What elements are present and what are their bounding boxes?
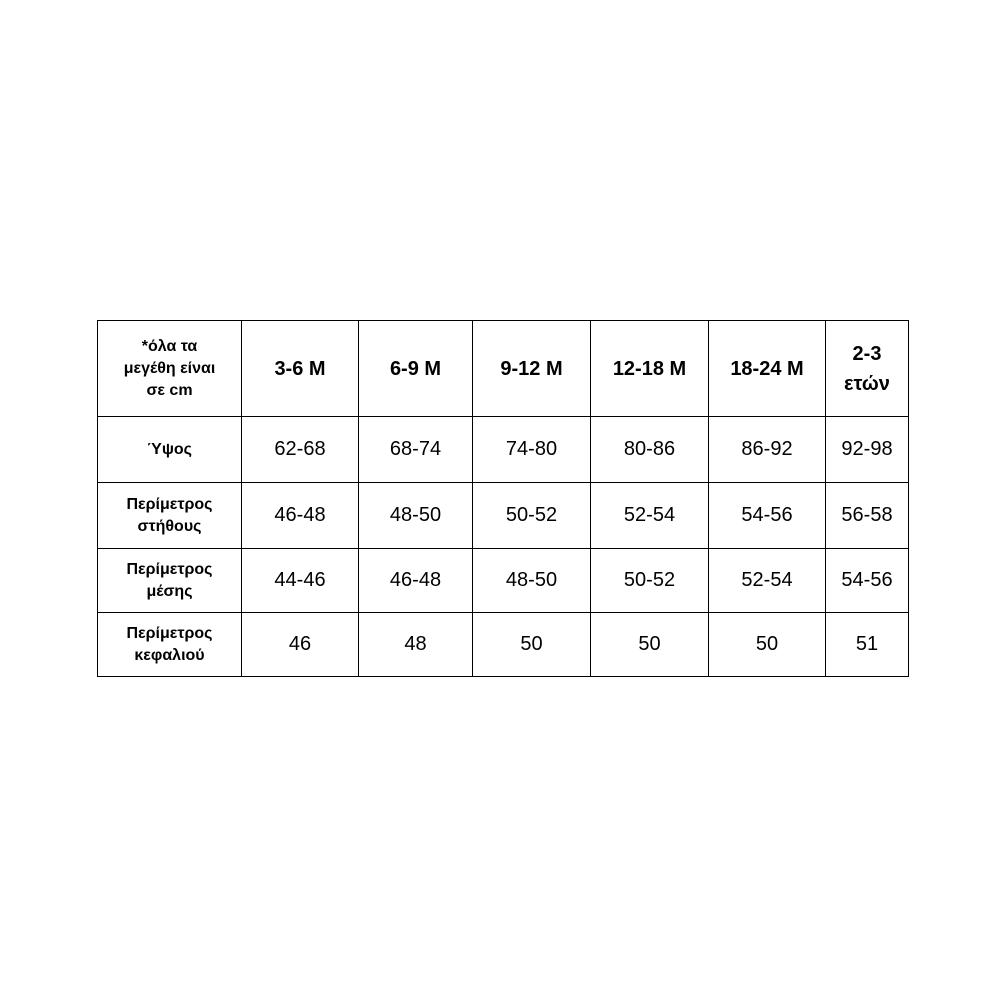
table-cell: 56-58 bbox=[826, 483, 909, 549]
header-row bbox=[98, 321, 909, 417]
table-cell: 48-50 bbox=[359, 483, 473, 549]
column-header-18-24m bbox=[709, 321, 826, 417]
table-cell: 50 bbox=[709, 613, 826, 677]
table-cell: 62-68 bbox=[242, 417, 359, 483]
row-label-line: Περίμετρος bbox=[126, 495, 213, 513]
column-header-label: 9-12 M bbox=[500, 357, 563, 380]
column-header-2-3y bbox=[826, 321, 909, 417]
table-cell: 52-54 bbox=[591, 483, 709, 549]
column-header-3-6m bbox=[242, 321, 359, 417]
table-cell: 92-98 bbox=[826, 417, 909, 483]
row-label-line: Περίμετρος bbox=[126, 624, 213, 642]
column-header-12-18m bbox=[591, 321, 709, 417]
table-cell: 86-92 bbox=[709, 417, 826, 483]
table-cell: 54-56 bbox=[709, 483, 826, 549]
table-row-waist bbox=[98, 549, 909, 613]
table-row-head bbox=[98, 613, 909, 677]
table-cell: 50 bbox=[473, 613, 591, 677]
column-header-label: ετών bbox=[844, 372, 890, 395]
table-cell: 46-48 bbox=[242, 483, 359, 549]
table-corner-note bbox=[98, 321, 242, 417]
table-cell: 74-80 bbox=[473, 417, 591, 483]
table-row-chest bbox=[98, 483, 909, 549]
row-label bbox=[98, 417, 242, 483]
column-header-label: 6-9 M bbox=[389, 357, 442, 380]
row-label-line: Περίμετρος bbox=[126, 560, 213, 578]
table-cell: 44-46 bbox=[242, 549, 359, 613]
table-cell: 50-52 bbox=[591, 549, 709, 613]
column-header-label: 3-6 M bbox=[274, 357, 326, 380]
row-label-line: Ύψος bbox=[147, 440, 192, 458]
row-label bbox=[98, 549, 242, 613]
table-cell: 46 bbox=[242, 613, 359, 677]
table-cell: 52-54 bbox=[709, 549, 826, 613]
corner-line: μεγέθη είναι bbox=[123, 359, 216, 377]
table-cell: 68-74 bbox=[359, 417, 473, 483]
row-label-line: στήθους bbox=[137, 517, 202, 535]
column-header-label: 2-3 bbox=[852, 342, 882, 365]
size-chart-table bbox=[97, 320, 909, 677]
corner-line: σε cm bbox=[146, 381, 193, 399]
row-label bbox=[98, 483, 242, 549]
table-cell: 48-50 bbox=[473, 549, 591, 613]
column-header-label: 18-24 M bbox=[730, 357, 804, 380]
table-cell: 80-86 bbox=[591, 417, 709, 483]
table-cell: 48 bbox=[359, 613, 473, 677]
table-cell: 51 bbox=[826, 613, 909, 677]
table-cell: 50-52 bbox=[473, 483, 591, 549]
column-header-9-12m bbox=[473, 321, 591, 417]
row-label-line: μέσης bbox=[146, 582, 193, 600]
column-header-6-9m bbox=[359, 321, 473, 417]
row-label-line: κεφαλιού bbox=[134, 646, 205, 664]
table-cell: 46-48 bbox=[359, 549, 473, 613]
table-cell: 54-56 bbox=[826, 549, 909, 613]
column-header-label: 12-18 M bbox=[612, 357, 687, 380]
corner-line: *όλα τα bbox=[141, 337, 198, 355]
table-row-height bbox=[98, 417, 909, 483]
table-cell: 50 bbox=[591, 613, 709, 677]
row-label bbox=[98, 613, 242, 677]
